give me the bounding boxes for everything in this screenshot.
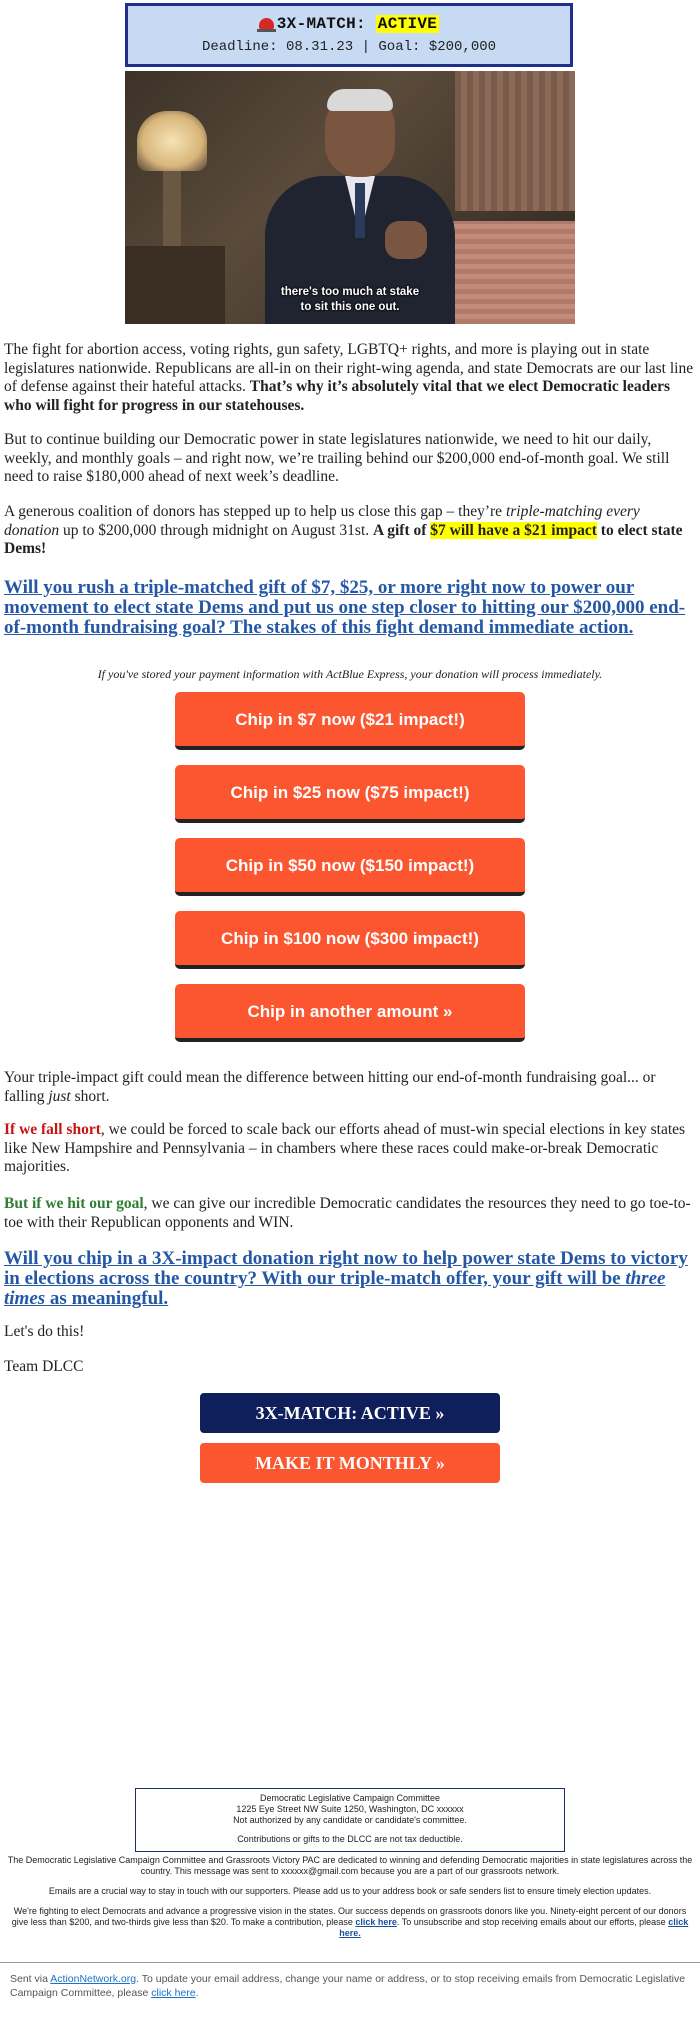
goal-value: $200,000 [428,39,497,55]
ask-link-2[interactable] [4,1249,696,1309]
video-caption-line1: there's too much at stake [280,286,420,298]
deadline-value: 08.31.23 [285,39,354,55]
speaker-tie [355,183,365,238]
actionnetwork-link[interactable]: ActionNetwork.org [50,1973,137,1985]
sent-text-c: . [195,1987,199,1999]
paragraph-match [4,503,696,559]
footer-dedicated: The Democratic Legislative Campaign Committee and Grassroots Victory PAC are dedicated to winning and defending Democratic majorities in state legislatures across the country. This message was sent to xxxxxx@gmail.com because you are a part of our grassroots network. [7,1855,693,1876]
closing-lets-do-this: Let's do this! [4,1323,85,1340]
ask2-text-a: Will you chip in a 3X-impact donation right now to help power state Dems to victory in elections across the country? With our triple-match offer, your gift will be [4,1248,688,1289]
hit-goal-text: , we can give our incredible Democratic candidates the resources they need to go toe-to-toe with their Republican opponents and WIN. [4,1195,691,1231]
actblue-note: If you've stored your payment information with ActBlue Express, your donation will process immediately. [97,667,603,681]
chip-7-button[interactable]: Chip in $7 now ($21 impact!) [175,692,525,750]
ask2-text-b: as meaningful. [45,1288,169,1309]
lamp-shade [137,111,207,171]
lamp-base [163,171,181,251]
chip-100-button[interactable]: Chip in $100 now ($300 impact!) [175,911,525,969]
match-highlight: $7 will have a $21 impact [430,521,597,539]
speaker-hair [327,89,393,111]
paragraph-fall-short [4,1121,696,1177]
update-preferences-link[interactable]: click here [151,1987,196,1999]
triple-italic: just [48,1087,71,1105]
hit-goal-green: But if we hit our goal [4,1195,144,1212]
footer-fighting [6,1906,694,1939]
triple-text-b: short. [70,1087,110,1105]
closing-signature: Team DLCC [4,1358,84,1375]
triple-text-a: Your triple-impact gift could mean the difference between hitting our end-of-month fundraising goal... or falling [4,1069,656,1105]
chip-25-button[interactable]: Chip in $25 now ($75 impact!) [175,765,525,823]
paragraph-triple-impact [4,1069,696,1106]
ask2-italic: three times [4,1268,666,1309]
banner-title-prefix: 3X-MATCH: [276,15,376,33]
chip-50-button[interactable]: Chip in $50 now ($150 impact!) [175,838,525,896]
banner-status: ACTIVE [377,15,438,33]
goal-label: Goal: [378,39,421,55]
paragraph-hit-goal [4,1195,696,1232]
banner-deadline-goal [128,39,570,55]
footer-org-name: Democratic Legislative Campaign Committee [259,1793,441,1803]
ask-link-1[interactable]: Will you rush a triple-matched gift of $7, $25, or more right now to power our movement to elect state Dems and put us one step closer to hitting our $200,000 end-of-month fundraising goal? The stakes of this fight demand immediate action. [4,577,686,638]
banner-title [128,15,570,33]
intro-text: The fight for abortion access, voting rights, gun safety, LGBTQ+ rights, and more is playing out in state legislatures nationwide. Republicans are all-in on their right-wing agenda, and state Democrats are our last line of defense against their hateful attacks. [4,341,694,395]
fall-short-text: , we could be forced to scale back our efforts ahead of must-win special elections in key states like New Hampshire and Pennsylvania – in chambers where these races could make-or-break Democratic majorities. [4,1121,686,1175]
video-caption-line2: to sit this one out. [300,301,400,313]
siren-icon [259,18,274,29]
speaker-hand [385,221,427,259]
sent-via-note [10,1972,690,2000]
match-text-a: A generous coalition of donors has stepped up to help us close this gap – they’re [4,503,506,520]
paragraph-goal: But to continue building our Democratic power in state legislatures nationwide, we need to hit our daily, weekly, and monthly goals – and right now, we’re trailing behind our $200,000 end-of-month goal. We still need to raise $180,000 ahead of next week’s deadline. [4,431,670,485]
contribute-link[interactable]: click here [355,1917,397,1927]
match-banner [125,3,573,67]
unsubscribe-link[interactable]: click here. [339,1917,689,1938]
make-monthly-button[interactable]: MAKE IT MONTHLY » [200,1443,500,1483]
footer-tax-note: Contributions or gifts to the DLCC are not tax deductible. [237,1834,463,1844]
deadline-label: Deadline: [201,39,278,55]
footer-emails: Emails are a crucial way to stay in touch with our supporters. Please add us to your address book or safe senders list to ensure timely election updates. [48,1886,652,1896]
match-italic: triple-matching every donation [4,503,640,539]
footer-org-box [135,1788,565,1852]
paragraph-intro [4,341,696,415]
video-still[interactable] [125,71,575,324]
footer-divider [0,1962,700,1963]
separator: | [361,39,370,55]
match-text-b: up to $200,000 through midnight on August 31st. [59,521,374,539]
footer-address: 1225 Eye Street NW Suite 1250, Washington, DC xxxxxx [236,1804,464,1814]
match-bold-b: to elect state Dems! [4,521,683,557]
footer-not-authorized: Not authorized by any candidate or candidate's committee. [233,1815,467,1825]
chip-other-button[interactable]: Chip in another amount » [175,984,525,1042]
fighting-text-a: We're fighting to elect Democrats and advance a progressive vision in the states. Our success depends on grassroots donors like you. Ninety-eight percent of our donors give less than $200, and two-thirds give less than $20. To make a contribution, please [11,1906,687,1927]
fall-short-red: If we fall short [4,1121,101,1138]
fighting-text-b: . To unsubscribe and stop receiving emails about our efforts, please [396,1917,669,1927]
match-bold-a: A gift of [373,521,431,539]
sent-text-a: Sent via [10,1973,51,1985]
curtain [455,71,575,211]
intro-bold: That’s why it’s absolutely vital that we elect Democratic leaders who will fight for progress in our statehouses. [4,378,671,414]
sent-text-b: . To update your email address, change your name or address, or to stop receiving emails from Democratic Legislative Campaign Committee, please [10,1973,686,1999]
match-active-button[interactable]: 3X-MATCH: ACTIVE » [200,1393,500,1433]
